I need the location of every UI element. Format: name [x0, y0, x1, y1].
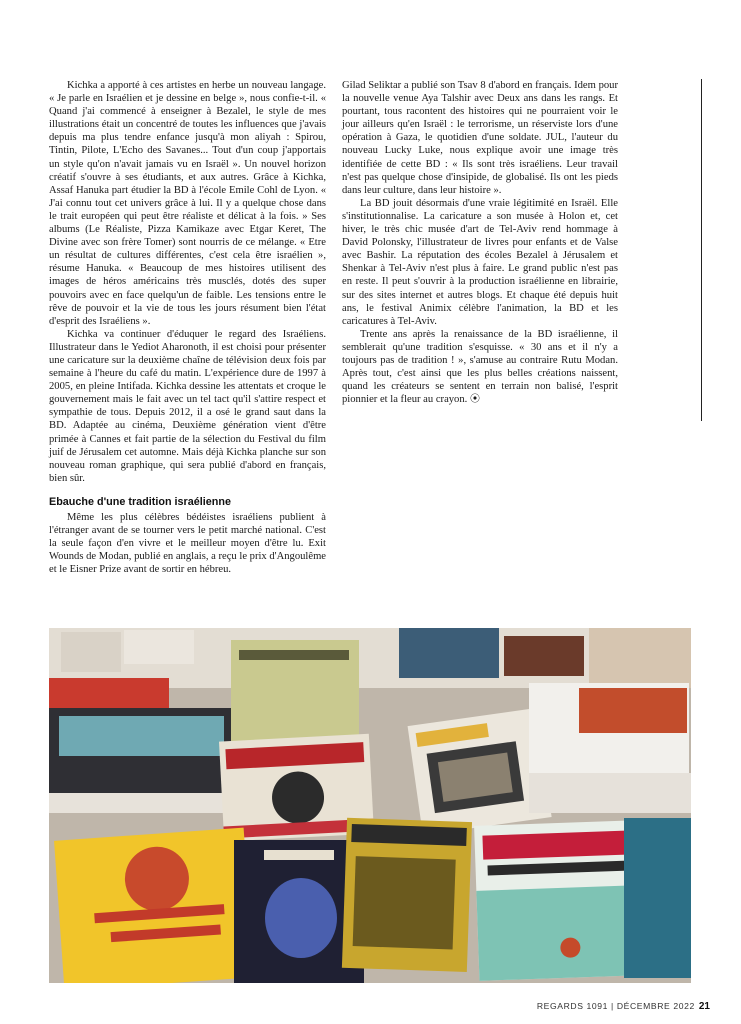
article-paragraph: Même les plus célèbres bédéistes israéliens publient à l'étranger avant de se tourner vers le petit marché national. C'est la seule façon d'en vivre et le meilleur moyen d'être lu. Exit Wounds de Modan, publié en anglais, a reçu le prix d'Angoulême et le Eisner Prize avant de sortir en hébreu. — [49, 512, 327, 576]
article-paragraph: Kichka a apporté à ces artistes en herbe un nouveau langage. « Je parle en Israélien et je dessine en belge », nous confie-t-il. « Quand j'ai commencé à enseigner à Bezalel, le style de mes illustrations était un concentré de toutes les influences que j'avais depuis ma plus tendre enfance jusqu'à mon aliyah : Spirou, Tintin, Pilote, L'Echo des Savanes... Tout d'un coup j'apportais un style qu'on n'avait jamais vu en Israël ». Un nouvel horizon créatif s'ouvre à ses étudiants, et aux autres. Grâce à Kichka, Assaf Hanuka part étudier la BD à l'école Emile Cohl de Lyon. « J'ai connu tout cet univers grâce à lui. Il y a quelque chose dans le trait européen qui peut être réaliste et délicat à la fois. » Ses albums (Le Réaliste, Pizza Kamikaze avec Etgar Keret, The Divine avec son frère Tomer) sont nourris de ce mélange. « Etre un résultat de cultures différentes, c'est cela être israélien », résume Hanuka. « Beaucoup de mes histoires utilisent des images de héros américains très musclés, dotés des super pouvoirs avec en face quelqu'un de faible. Les tensions entre le rêve de pouvoir et la vie de tous les jours résument bien l'état d'esprit des Israéliens ». — [49, 80, 326, 327]
page-number: 21 — [698, 1001, 710, 1012]
column-rule — [701, 79, 702, 421]
article-column-left — [49, 79, 326, 576]
article-paragraph-text: Trente ans après la renaissance de la BD israélienne, il semblerait qu'une tradition s'esquisse. « 30 ans et il n'y a toujours pas de tradition ! », s'amuse au contraire Rutu Modan. Après tout, c'est ainsi que les plus belles créations naissent, quand les créateurs se sentent en terrain non balisé, l'esprit pionnier et la fleur au crayon. — [342, 328, 618, 406]
article-column-right — [342, 79, 618, 406]
end-of-article-icon: ⦿ — [469, 394, 480, 406]
article-paragraph-last — [342, 328, 618, 407]
section-subheading: Ebauche d'une tradition israélienne — [49, 495, 231, 508]
article-paragraph: Kichka va continuer d'éduquer le regard des Israéliens. Illustrateur dans le Yediot Aharonoth, il est choisi pour présenter une caricature sur la deuxième chaîne de télévision deux fois par semaine à l'heure du café du matin. L'expérience dure de 1997 à 2005, en pleine Intifada. Kichka dessine les attentats et croque le gouvernement mais le fait avec un tel tact qu'il s'attire respect et sympathie de tous. Depuis 2012, il a osé le grand saut dans la BD. Adaptée au cinéma, Deuxième génération vient d'être primée à Cannes et fait partie de la sélection du Festival du film juif de Jérusalem cet automne. Mais déjà Kichka planche sur son nouveau roman graphique, qui sera publié d'abord en français, bien sûr. — [49, 328, 326, 484]
magazine-issue-label: REGARDS 1091 | DÉCEMBRE 2022 — [536, 1001, 695, 1011]
photo-illustration — [49, 628, 691, 983]
page-footer — [537, 1001, 710, 1012]
article-paragraph: Gilad Seliktar a publié son Tsav 8 d'abord en français. Idem pour la nouvelle venue Aya Talshir avec Deux ans dans les rangs. Et pourtant, tous racontent des histoires qui ne pourraient voir le jour ailleurs qu'en Israël : le terrorisme, un réserviste lors d'une opération à Gaza, le quotidien d'une soldate. JUL, l'auteur du nouveau Lucky Luke, nous explique avoir une image très identifiée de cette BD : « Ils sont très israéliens. Leur travail n'est pas quelque chose d'insipide, de globalisé. Ils ont les pieds dans leur culture, dans leur histoire ». — [342, 80, 618, 196]
photo-comic-books-table — [49, 628, 691, 983]
article-paragraph: La BD jouit désormais d'une vraie légitimité en Israël. Elle s'institutionnalise. La caricature a son musée à Holon et, cet hiver, le très chic musée d'art de Tel-Aviv rend hommage à David Polonsky, l'illustrateur de livres pour enfants et de Valse avec Bashir. La réputation des écoles Bezalel à Jérusalem et Shenkar à Tel-Aviv n'est plus à faire. Le grand public n'est pas en reste. Il peut s'ouvrir à la production israélienne en librairie, sur des sites internet et autres blogs. Et chaque été depuis huit ans, le festival Animix célèbre l'animation, la BD et les caricatures à Tel-Aviv. — [342, 197, 618, 327]
